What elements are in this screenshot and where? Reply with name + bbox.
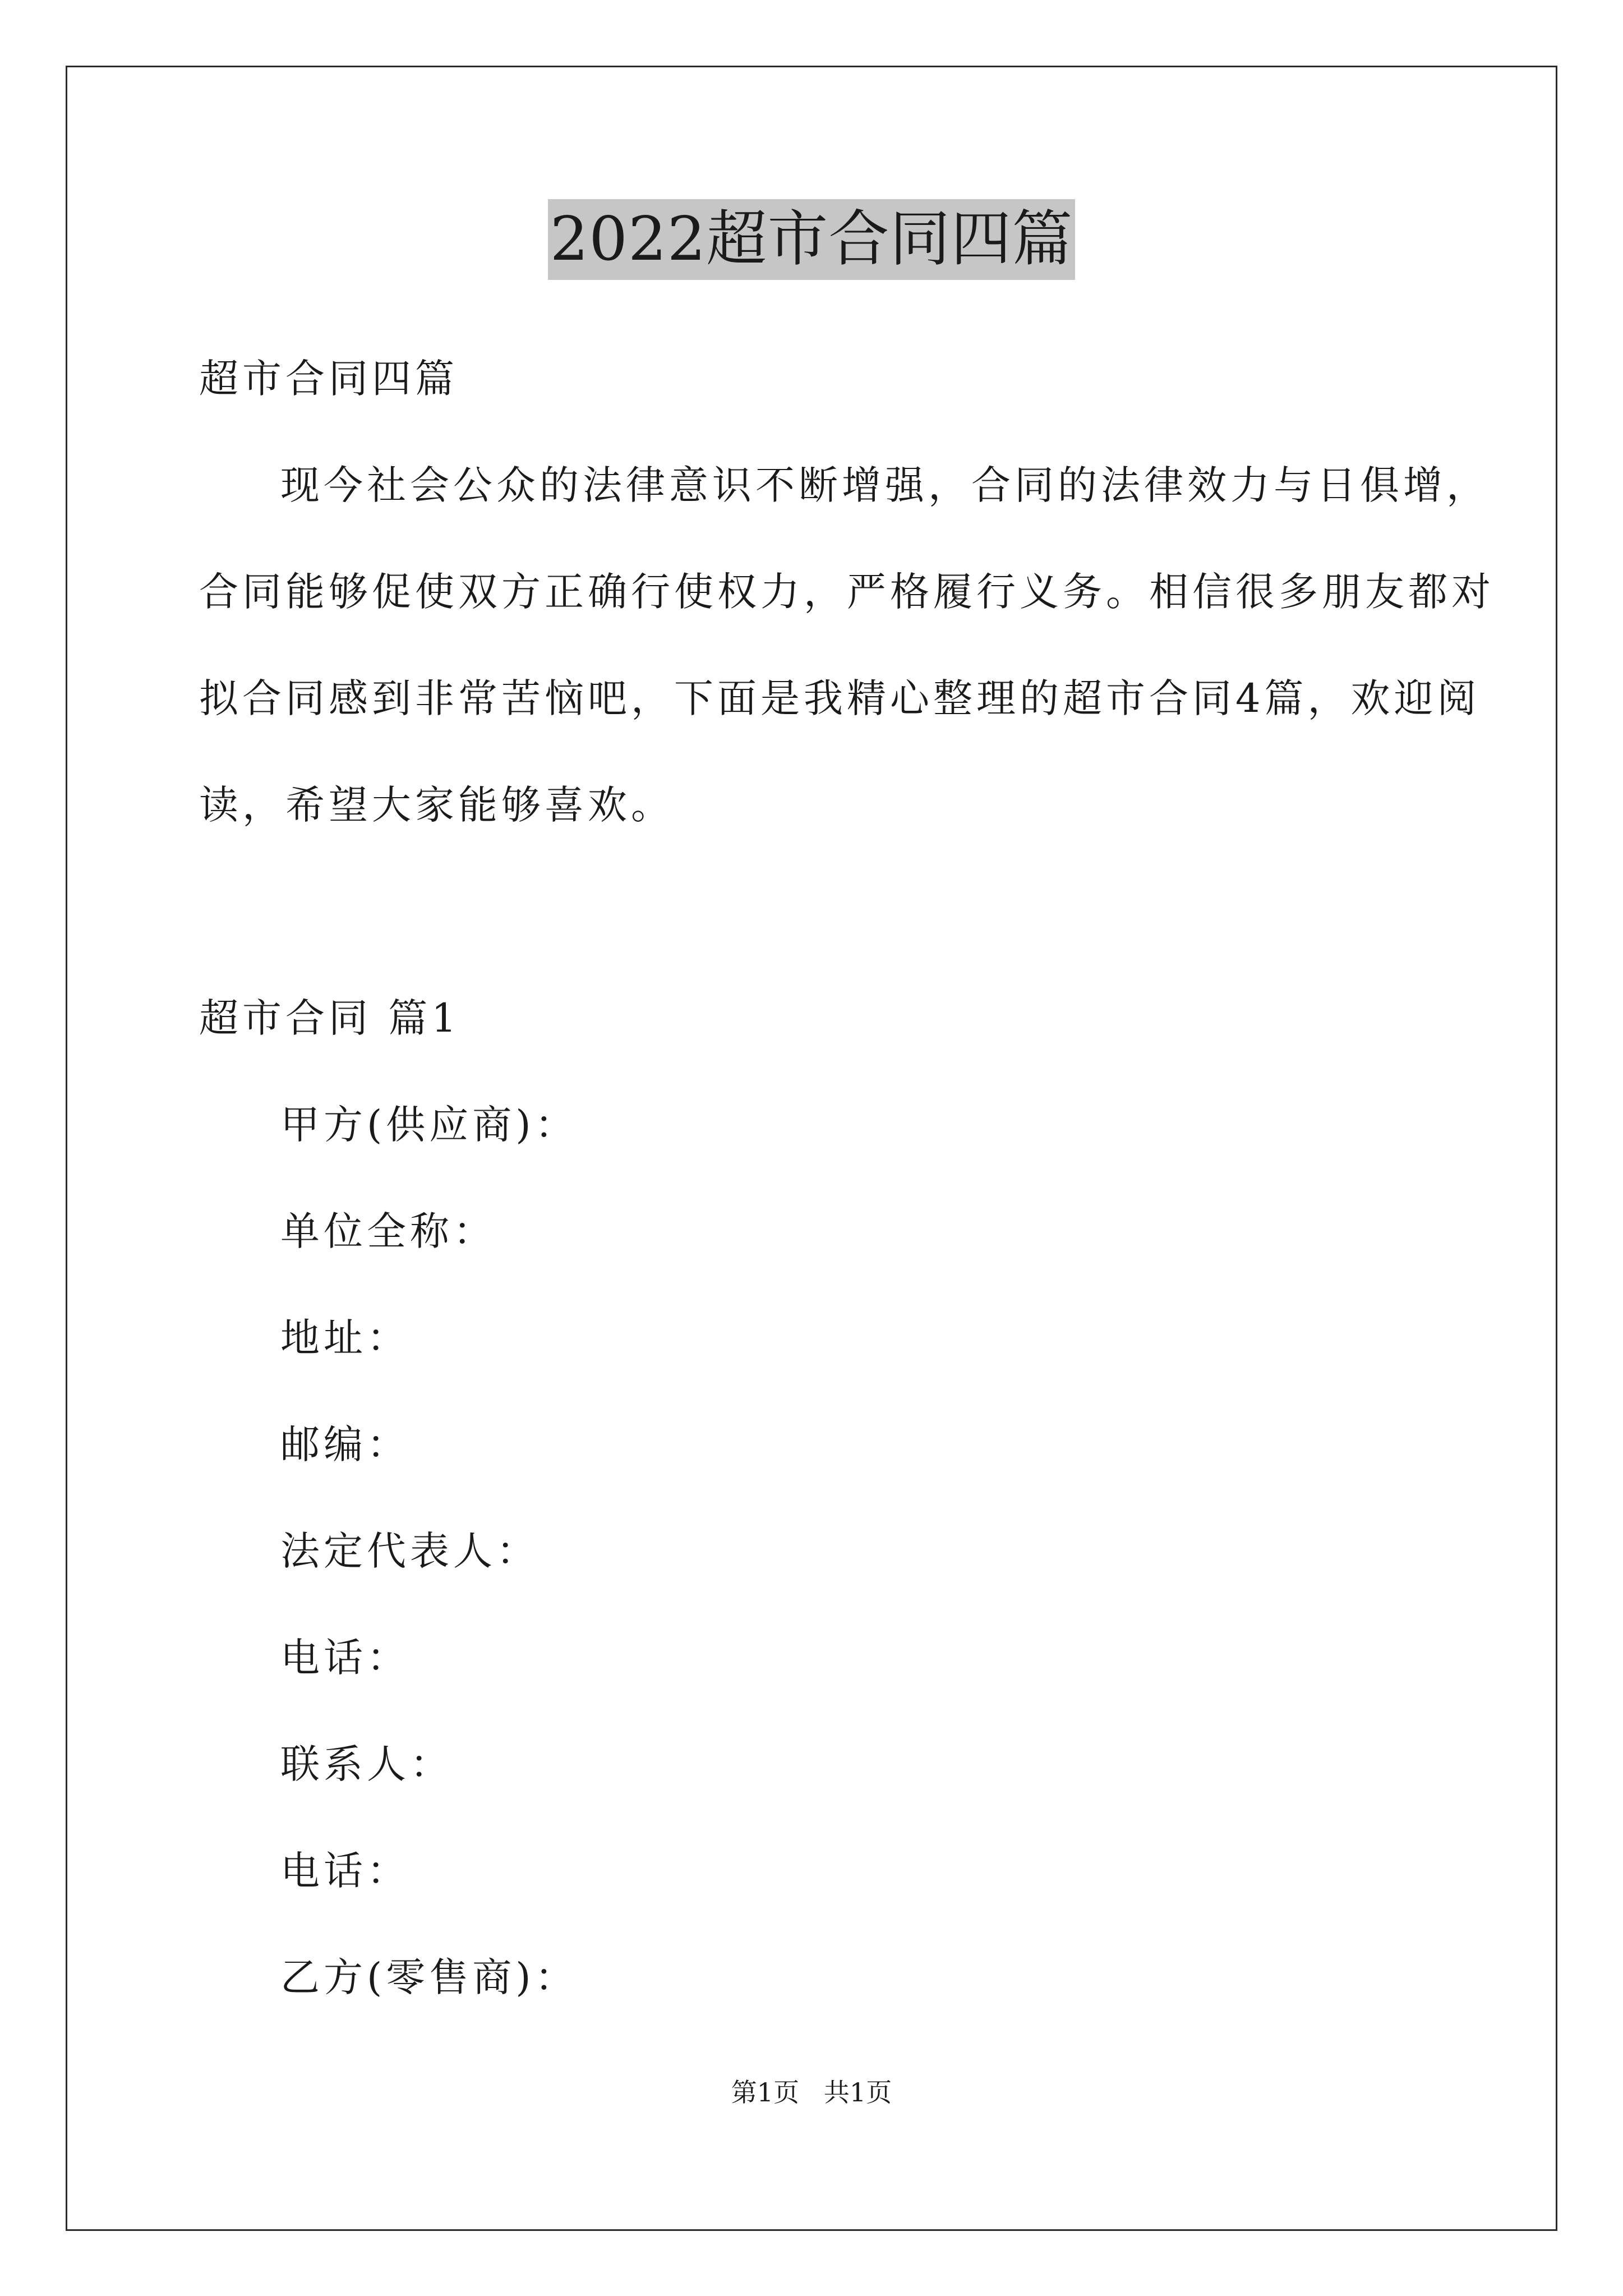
field-party-b: 乙方(零售商)： (280, 1954, 578, 2000)
field-legal-rep: 法定代表人： (280, 1528, 540, 1574)
field-party-a: 甲方(供应商)： (280, 1102, 578, 1148)
page-footer: 第1页 共1页 (731, 2077, 892, 2108)
document-title: 2022超市合同四篇 (548, 199, 1076, 280)
intro-line-2: 合同能够促使双方正确行使权力，严格履行义务。相信很多朋友都对 (199, 569, 1495, 615)
field-company-name: 单位全称： (280, 1208, 496, 1254)
intro-line-3: 拟合同感到非常苦恼吧，下面是我精心整理的超市合同4篇，欢迎阅 (199, 675, 1481, 721)
section-heading: 超市合同 篇1 (199, 995, 460, 1041)
field-postcode: 邮编： (280, 1421, 410, 1467)
field-contact: 联系人： (280, 1741, 453, 1787)
field-phone-1: 电话： (280, 1635, 410, 1681)
field-phone-2: 电话： (280, 1848, 410, 1894)
title-container (0, 199, 1623, 280)
intro-line-1: 现今社会公众的法律意识不断增强，合同的法律效力与日俱增， (280, 462, 1490, 508)
document-subtitle: 超市合同四篇 (199, 356, 458, 402)
intro-line-4: 读，希望大家能够喜欢。 (199, 782, 674, 828)
field-address: 地址： (280, 1315, 410, 1361)
